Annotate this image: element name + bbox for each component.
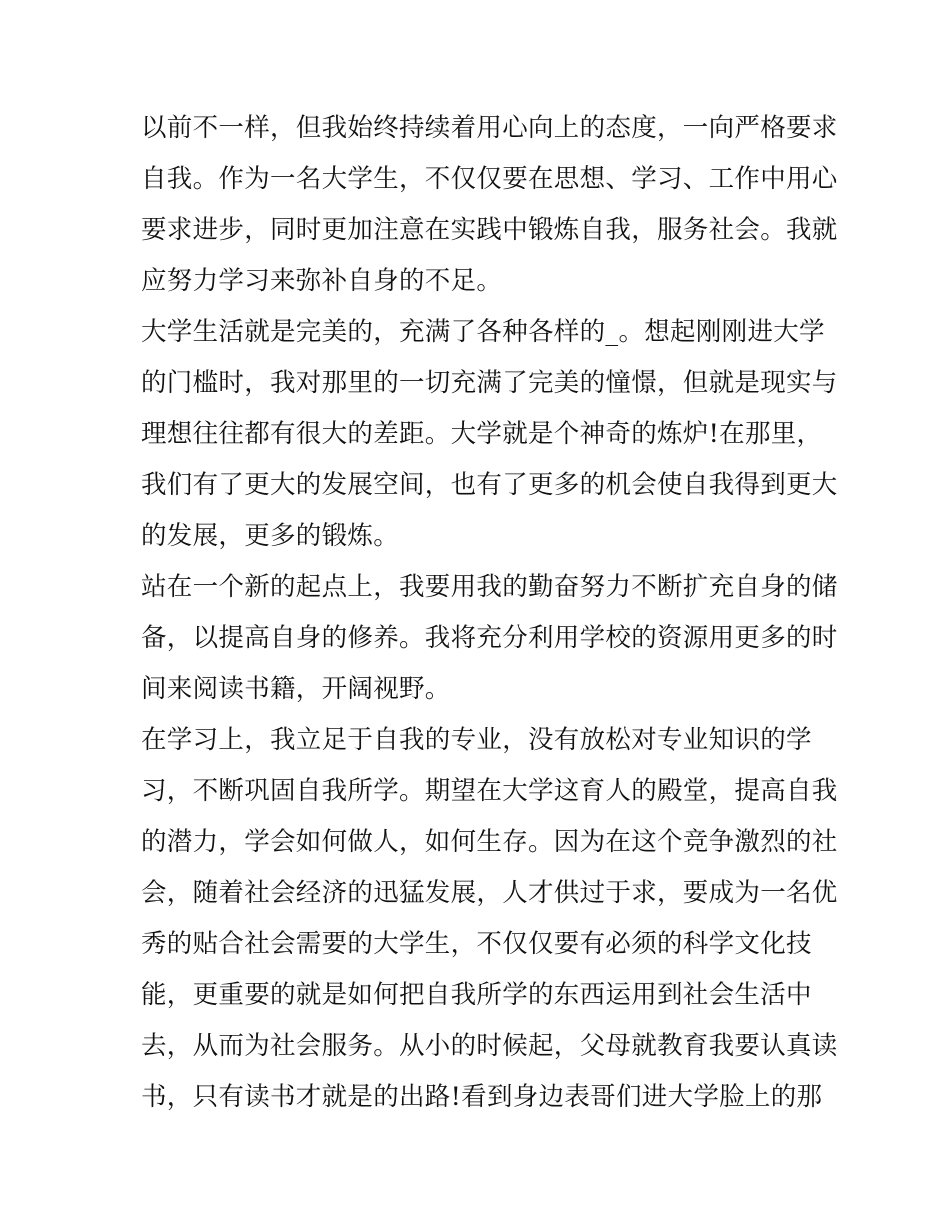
text-line: 以前不一样，但我始终持续着用心向上的态度，一向严格要求 — [141, 113, 838, 143]
text-line: 秀的贴合社会需要的大学生，不仅仅要有必须的科学文化技 — [141, 929, 812, 959]
text-line: 的门槛时，我对那里的一切充满了完美的憧憬，但就是现实与 — [141, 368, 838, 398]
text-line: 理想往往都有很大的差距。大学就是个神奇的炼炉!在那里， — [141, 419, 823, 449]
text-line: 的潜力，学会如何做人，如何生存。因为在这个竞争激烈的社 — [141, 827, 838, 857]
text-line: 能，更重要的就是如何把自我所学的东西运用到社会生活中 — [141, 980, 812, 1010]
text-line: 去，从而为社会服务。从小的时候起，父母就教育我要认真读 — [141, 1031, 838, 1061]
text-line: 大学生活就是完美的，充满了各种各样的_。想起刚刚进大学 — [141, 317, 825, 347]
text-line: 间来阅读书籍，开阔视野。 — [141, 674, 451, 704]
text-line: 自我。作为一名大学生，不仅仅要在思想、学习、工作中用心 — [141, 164, 838, 194]
text-line: 备，以提高自身的修养。我将充分利用学校的资源用更多的时 — [141, 623, 838, 653]
text-line: 书，只有读书才就是的出路!看到身边表哥们进大学脸上的那 — [141, 1082, 823, 1112]
text-line: 会，随着社会经济的迅猛发展，人才供过于求，要成为一名优 — [141, 878, 838, 908]
text-line: 要求进步，同时更加注意在实践中锻炼自我，服务社会。我就 — [141, 215, 838, 245]
text-line: 习，不断巩固自我所学。期望在大学这育人的殿堂，提高自我 — [141, 776, 838, 806]
text-line: 我们有了更大的发展空间，也有了更多的机会使自我得到更大 — [141, 470, 838, 500]
text-line: 在学习上，我立足于自我的专业，没有放松对专业知识的学 — [141, 725, 812, 755]
text-line: 应努力学习来弥补自身的不足。 — [141, 266, 503, 296]
text-line: 站在一个新的起点上，我要用我的勤奋努力不断扩充自身的储 — [141, 572, 838, 602]
text-line: 的发展，更多的锻炼。 — [141, 521, 400, 551]
